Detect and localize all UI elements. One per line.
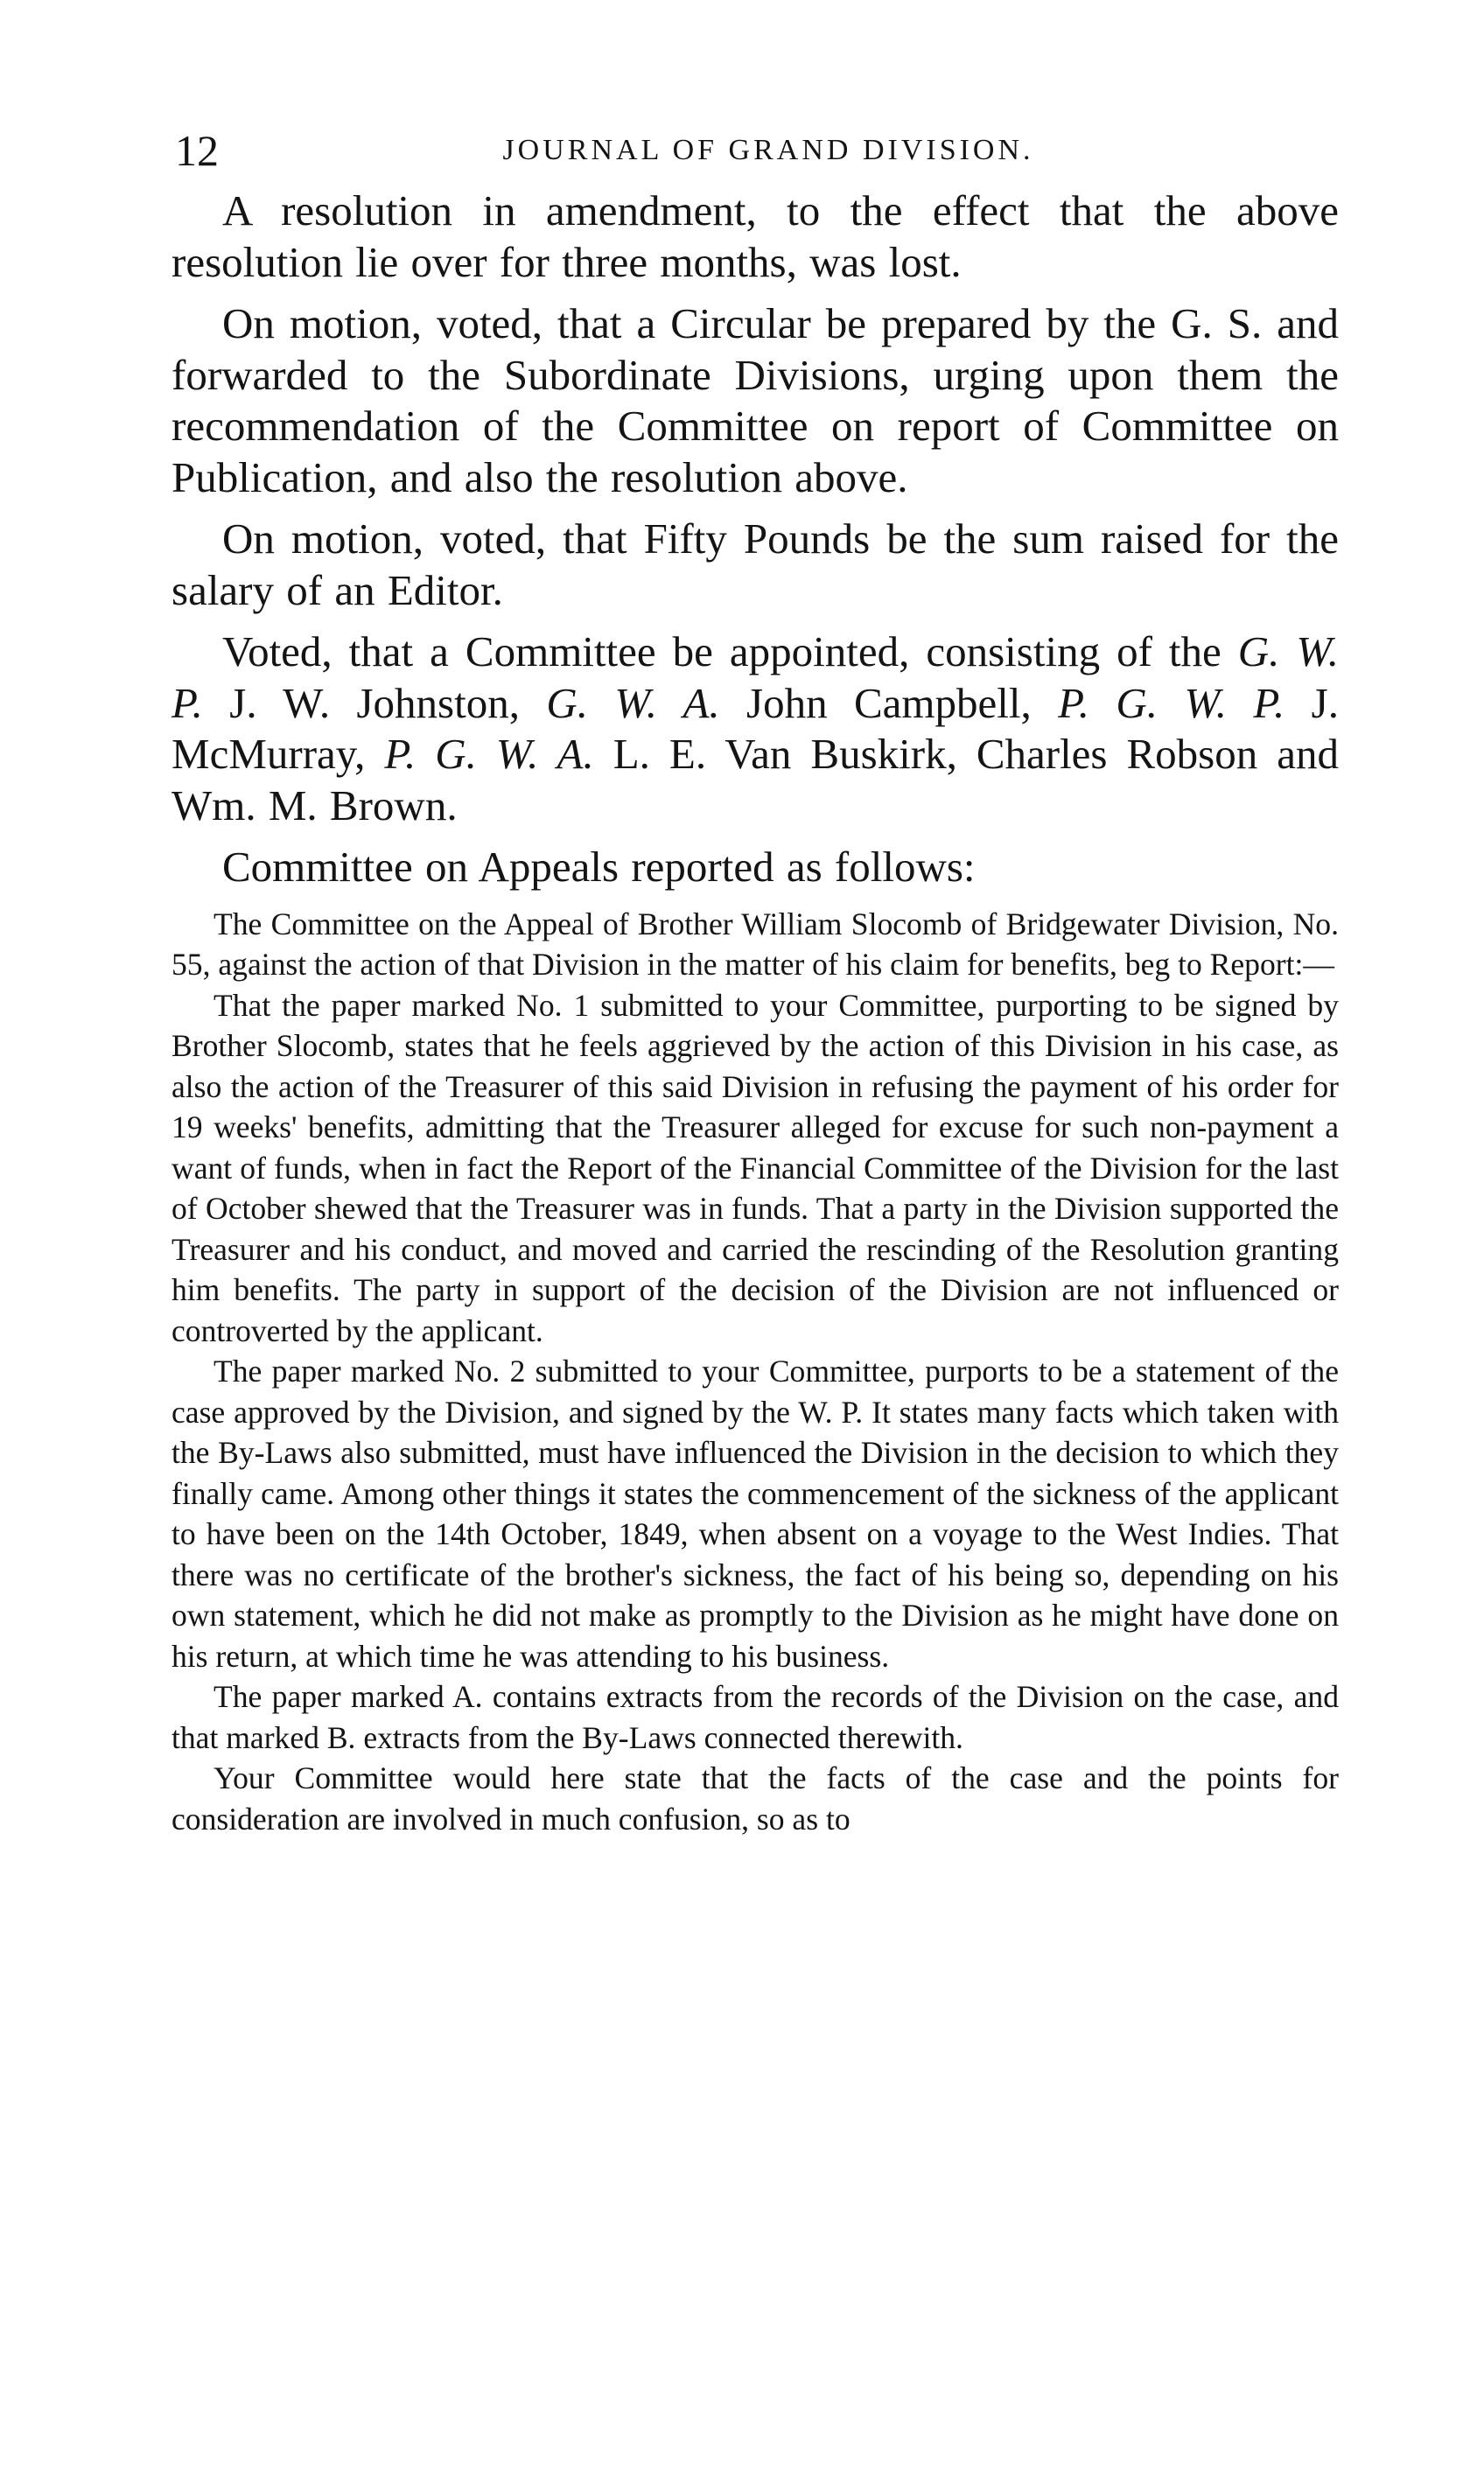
committee-officer-title: P. G. W. P.: [1058, 678, 1285, 727]
committee-officer-title: P. G. W. A.: [384, 730, 594, 778]
running-title: JOURNAL OF GRAND DIVISION.: [502, 134, 1034, 166]
report-paragraph-paper-a: The paper marked A. contains extracts from the records of the Division on the case, and that marked B. extracts from the By-Laws connected therewith.: [172, 1679, 1339, 1755]
report-paragraph-conclusion: Your Committee would here state that the facts of the case and the points for consideration are involved in much confusion, so as to: [172, 1760, 1339, 1837]
minutes-section: [172, 185, 1339, 893]
report-paragraph-intro: The Committee on the Appeal of Brother William Slocomb of Bridgewater Division, No. 55, against the action of that Division in the matter of his claim for benefits, beg to Report:—: [172, 906, 1339, 982]
report-paragraph-paper-2: The paper marked No. 2 submitted to your Committee, purports to be a statement of the case approved by the Division, and signed by the W. P. It states many facts which taken with the By-Laws also submitted, must have influenced the Division in the decision to which they finally came. Among other things it states the commencement of the sickness of the applicant to have been on the 14th October, 1849, when absent on a voyage to the West Indies. That there was no certificate of the brother's sickness, the fact of his being so, depending on his own statement, which he did not make as promptly to the Division as he might have done on his return, at which time he was attending to his business.: [172, 1354, 1339, 1674]
report-paragraph-paper-1: That the paper marked No. 1 submitted to your Committee, purporting to be signed by Brother Slocomb, states that he feels aggrieved by the action of this Division in his case, as also the action of the Treasurer of this said Division in refusing the payment of his order for 19 weeks' benefits, admitting that the Treasurer alleged for excuse for such non-payment a want of funds, when in fact the Report of the Financial Committee of the Division for the last of October shewed that the Treasurer was in funds. That a party in the Division supported the Treasurer and his conduct, and moved and carried the rescinding of the Resolution granting him benefits. The party in support of the decision of the Division are not influenced or controverted by the applicant.: [172, 987, 1339, 1348]
page-header: [172, 124, 1339, 177]
appeals-heading: Committee on Appeals reported as follows:: [222, 843, 976, 891]
page-number: 12: [175, 126, 219, 175]
committee-text: J. W. Johnston,: [202, 678, 547, 727]
paragraph-amendment: A resolution in amendment, to the effect that the above resolution lie over for three months, was lost.: [172, 186, 1339, 286]
appeals-report: [172, 904, 1339, 1840]
committee-text: Voted, that a Committee be appointed, consisting of the: [222, 627, 1238, 675]
paragraph-editor-salary: On motion, voted, that Fifty Pounds be the sum raised for the salary of an Editor.: [172, 514, 1339, 614]
committee-officer-title: G. W. A.: [546, 678, 720, 727]
committee-text: John Campbell,: [719, 678, 1059, 727]
committee-officer-title: G. W. P.: [172, 627, 1339, 727]
paragraph-committee-appointed: [172, 626, 1339, 831]
page-body: [172, 185, 1339, 1839]
committee-text: J. McMurray,: [172, 678, 1339, 778]
paragraph-circular-motion: On motion, voted, that a Circular be prepared by the G. S. and forwarded to the Subordinate Divisions, urging upon them the recommendation of the Committee on report of Committee on Publication, and also the resolution above.: [172, 299, 1339, 501]
committee-text: L. E. Van Buskirk, Charles Robson and Wm. M. Brown.: [172, 730, 1340, 829]
